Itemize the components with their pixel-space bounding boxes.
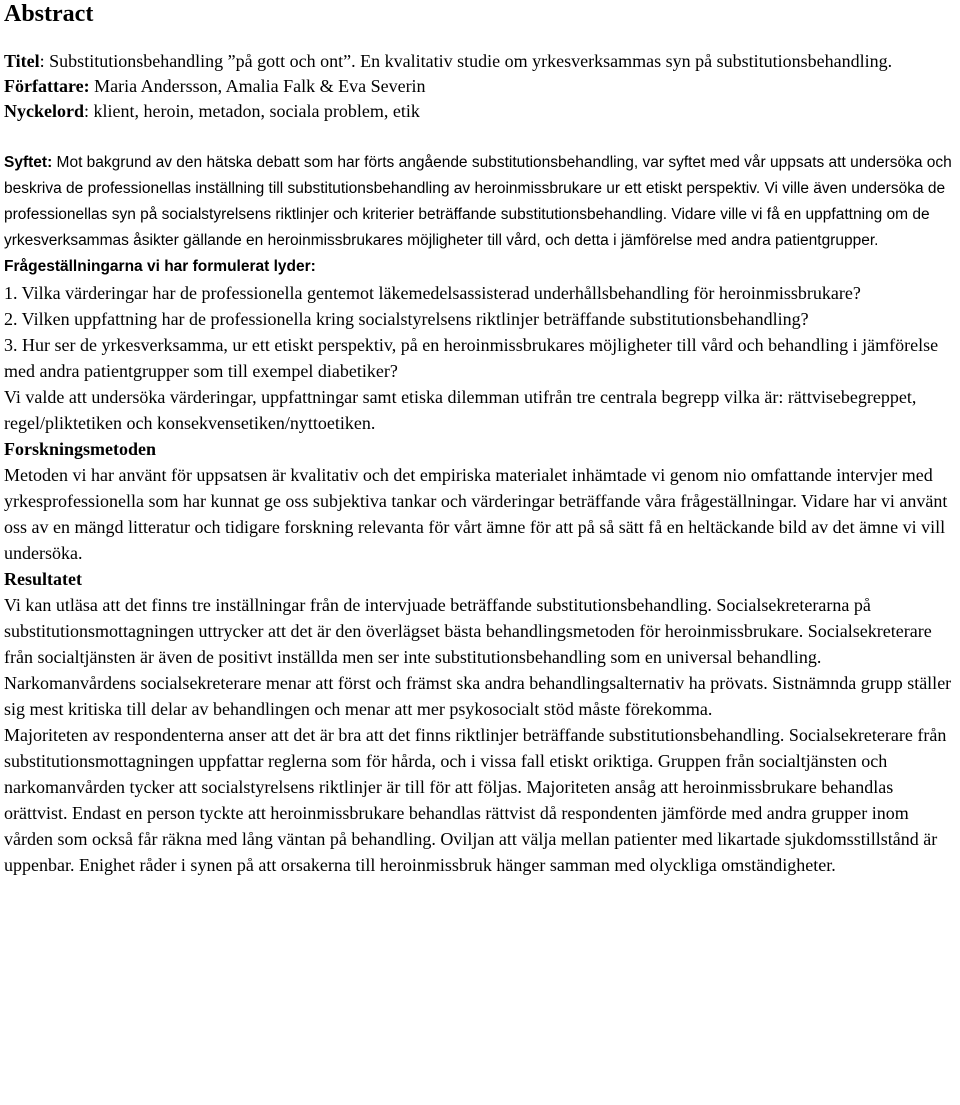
titel-line — [4, 49, 954, 74]
syftet-text: Mot bakgrund av den hätska debatt som har förts angående substitutionsbehandling, var syftet med vår uppsats att undersöka och beskriva de professionellas inställning till substitutionsbehandling av heroinmissbrukare ur ett etiskt perspektiv. Vi ville även undersöka de professionellas syn på socialstyrelsens riktlinjer och kriterier beträffande substitutionsbehandling. Vidare ville vi få en uppfattning om de yrkesverksammas åsikter gällande en heroinmissbrukares möjligheter till vård, och detta i jämförelse med andra patientgrupper. — [4, 154, 952, 249]
forskningsmetoden-heading: Forskningsmetoden — [4, 439, 157, 459]
resultatet-paragraph-1: Vi kan utläsa att det finns tre inställningar från de intervjuade beträffande substitutionsbehandling. Socialsekreterarna på substitutionsmottagningen uttrycker att det är den överlägset bästa behandlingsmetoden för heroinmissbrukare. Socialsekreterare från socialtjänsten är även de positivt inställda men ser inte substitutionsbehandling som en universal behandling. Narkomanvårdens socialsekreterare menar att först och främst ska andra behandlingsalternativ ha prövats. Sistnämnda grupp ställer sig mest kritiska till delar av behandlingen och menar att mer psykosocialt stöd måste förekomma. — [4, 595, 952, 719]
forskningsmetoden-paragraph: Metoden vi har använt för uppsatsen är kvalitativ och det empiriska materialet inhämtade vi genom nio omfattande intervjer med yrkesprofessionella som har kunnat ge oss subjektiva tankar och värderingar beträffande våra frågeställningar. Vidare har vi använt oss av en mängd litteratur och tidigare forskning relevanta för vårt ämne för att på så sätt få en heltäckande bild av det ämne vi vill undersöka. — [4, 465, 948, 563]
titel-text: : Substitutionsbehandling ”på gott och ont”. En kvalitativ studie om yrkesverksammas syn på substitutionsbehandling. — [39, 51, 893, 71]
forfattare-line — [4, 74, 954, 99]
resultatet-paragraph-2: Majoriteten av respondenterna anser att det är bra att det finns riktlinjer beträffande substitutionsbehandling. Socialsekreterare från substitutionsmottagningen uppfattar reglerna som för hårda, och i vissa fall etiskt oriktiga. Gruppen från socialtjänsten och narkomanvården tycker att socialstyrelsens riktlinjer är till för att följas. Majoriteten ansåg att heroinmissbrukare behandlas orättvist. Endast en person tyckte att heroinmissbrukare behandlas rättvist då respondenten jämförde med andra grupper inom vården som också får räkna med lång väntan på behandling. Oviljan att välja mellan patienter med likartade sjukdomsstillstånd är uppenbar. Enighet råder i synen på att orsakerna till heroinmissbruk hänger samman med olyckliga omständigheter. — [4, 725, 947, 875]
forfattare-text: Maria Andersson, Amalia Falk & Eva Severin — [89, 76, 426, 96]
nyckelord-label: Nyckelord — [4, 101, 84, 121]
nyckelord-line — [4, 99, 954, 124]
question-item: 1. Vilka värderingar har de professionella gentemot läkemedelsassisterad underhållsbehandling för heroinmissbrukare? — [4, 283, 861, 303]
meta-block — [4, 49, 954, 124]
fragestallningar-title: Frågeställningarna vi har formulerat lyder: — [4, 258, 316, 275]
begrepp-paragraph: Vi valde att undersöka värderingar, uppfattningar samt etiska dilemman utifrån tre centrala begrepp vilka är: rättvisebegreppet, regel/pliktetiken och konsekvensetiken/nyttoetiken. — [4, 387, 917, 433]
syftet-section — [4, 150, 954, 280]
questions-section — [4, 280, 954, 878]
forfattare-label: Författare: — [4, 76, 90, 96]
titel-label: Titel — [4, 51, 40, 71]
question-item: 2. Vilken uppfattning har de professionella kring socialstyrelsens riktlinjer beträffande substitutionsbehandling? — [4, 309, 809, 329]
syftet-label: Syftet: — [4, 154, 53, 171]
question-item: 3. Hur ser de yrkesverksamma, ur ett etiskt perspektiv, på en heroinmissbrukares möjligheter till vård och behandling i jämförelse med andra patientgrupper som till exempel diabetiker? — [4, 335, 939, 381]
nyckelord-text: : klient, heroin, metadon, sociala problem, etik — [84, 101, 420, 121]
page-title: Abstract — [4, 1, 94, 27]
resultatet-heading: Resultatet — [4, 569, 82, 589]
syftet-paragraph — [4, 150, 954, 254]
